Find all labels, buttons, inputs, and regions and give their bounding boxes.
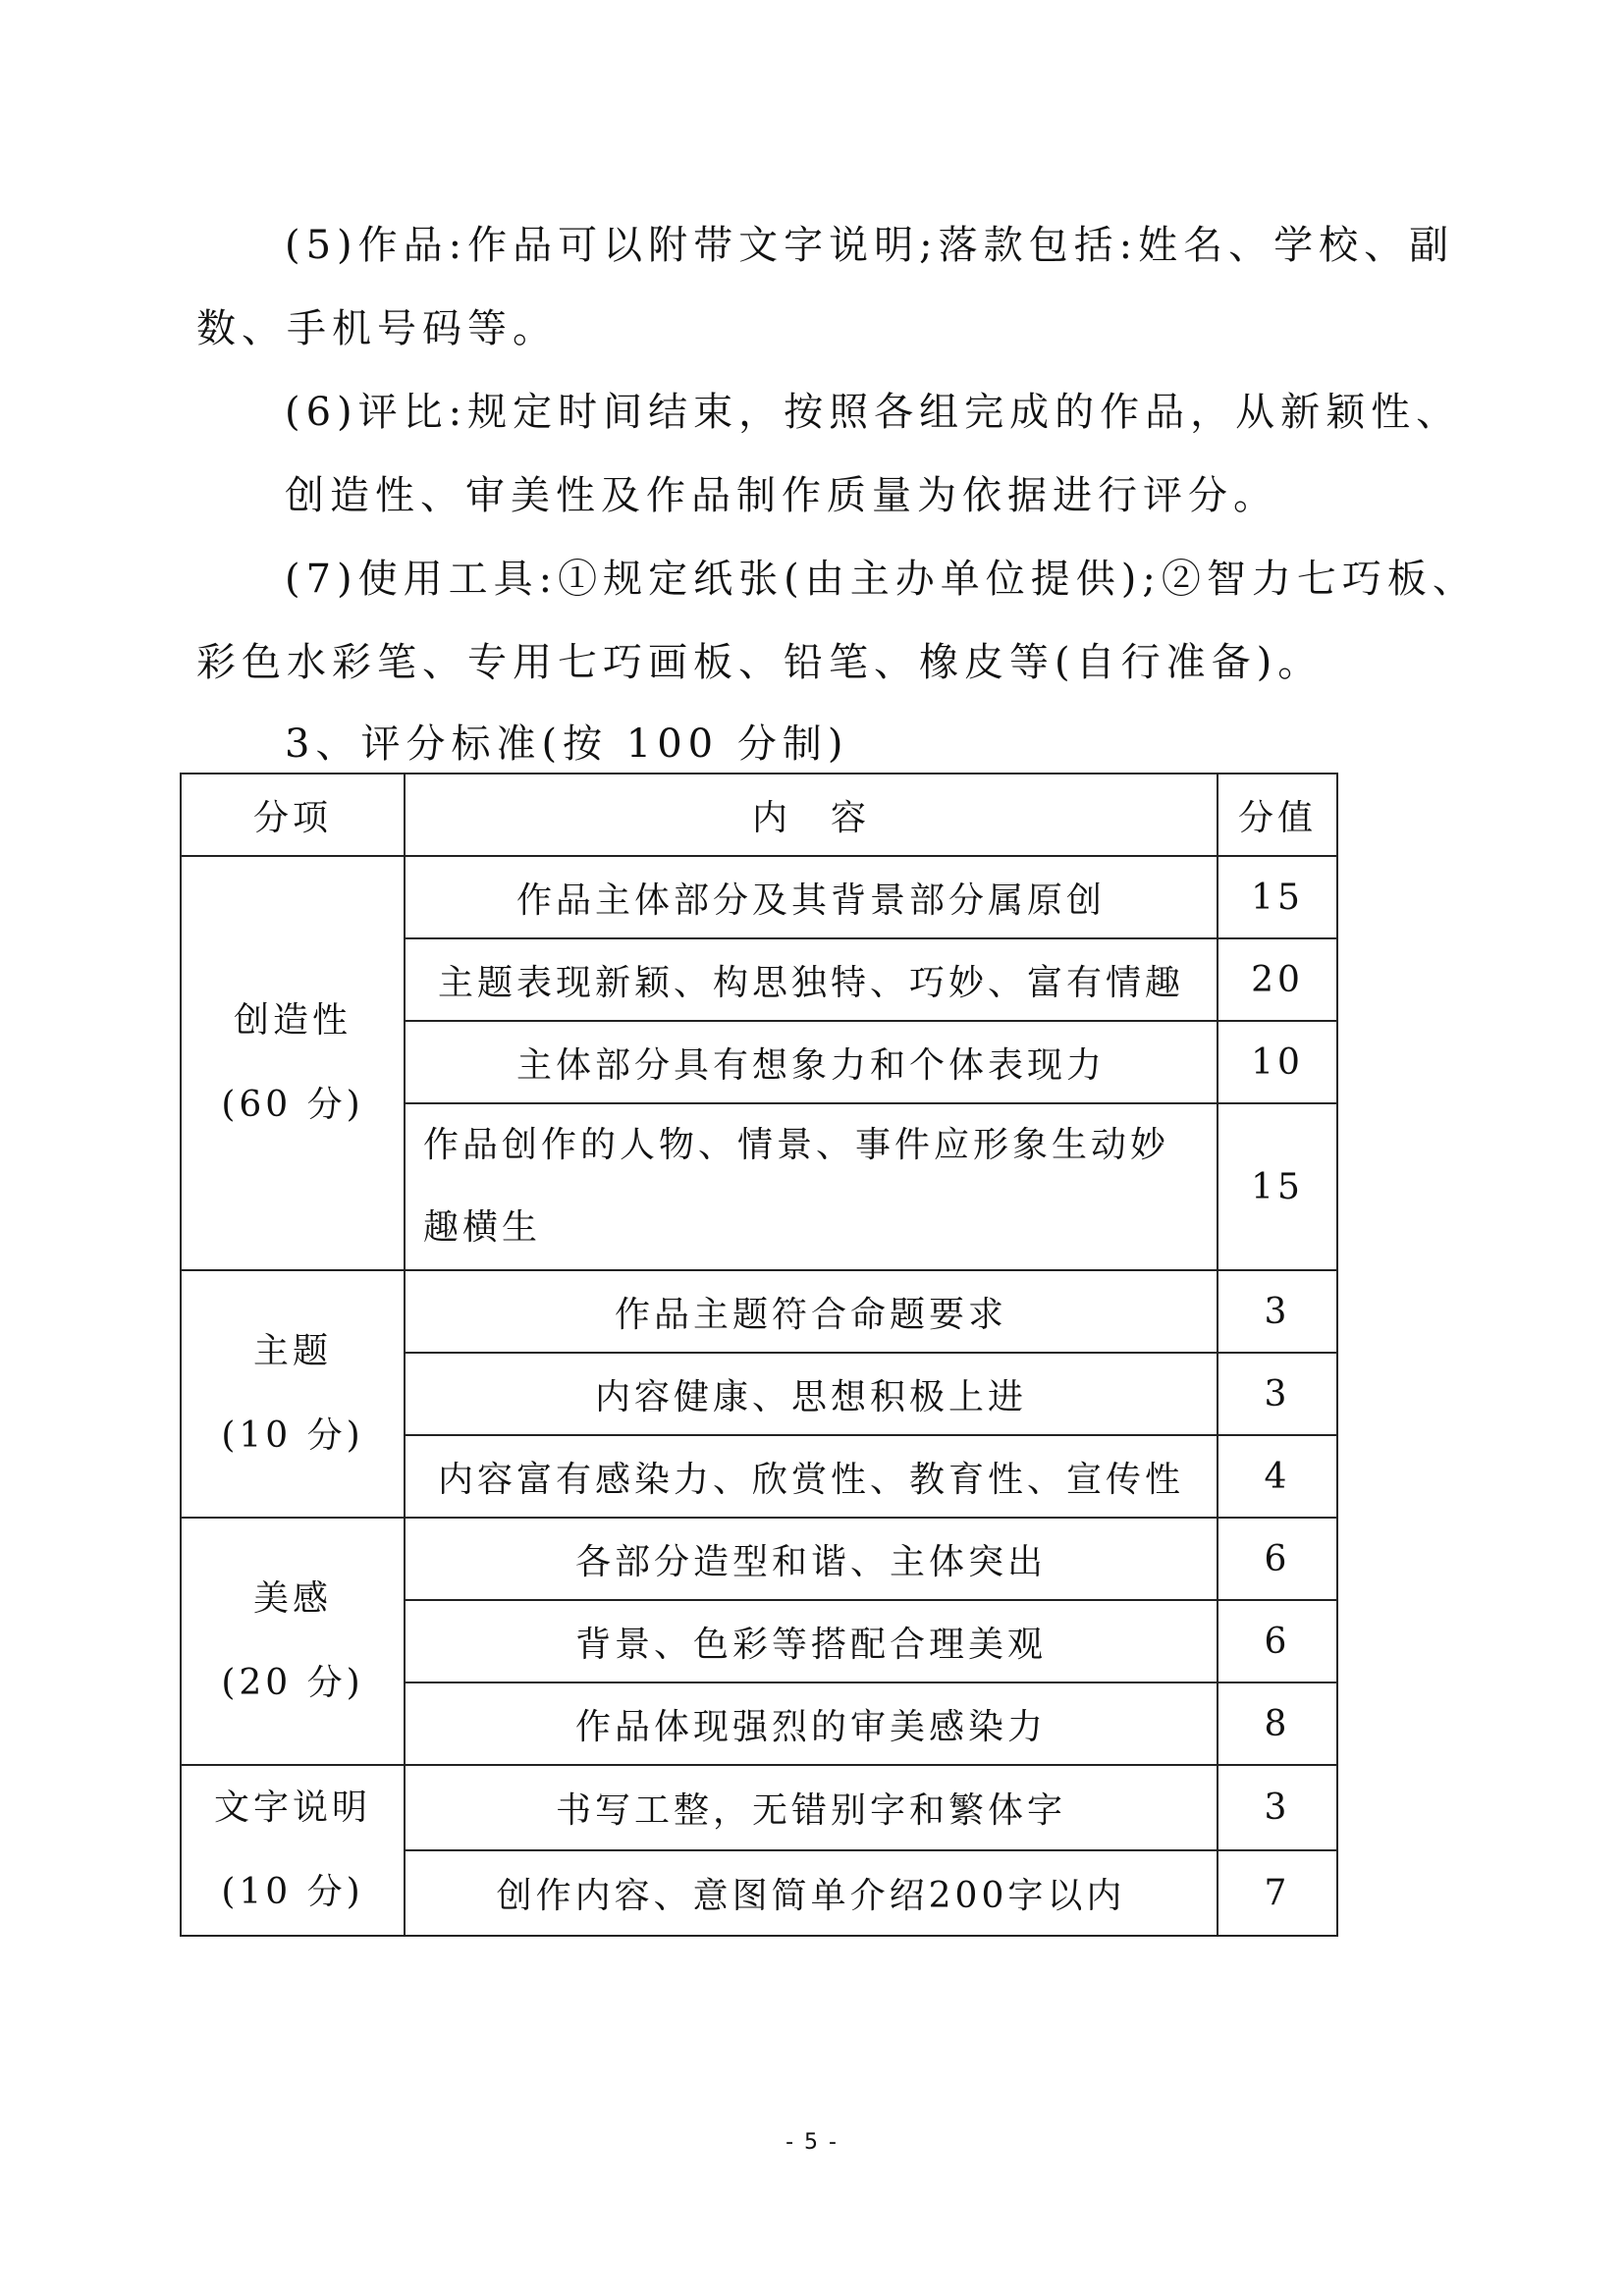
- category-points: (60 分): [221, 1085, 364, 1125]
- table-row: [181, 1270, 1337, 1353]
- paragraph-6-line-1: (6)评比:规定时间结束，按照各组完成的作品，从新颖性、: [285, 390, 1462, 435]
- category-name: 文字说明: [213, 1788, 371, 1828]
- score-cell: 10: [1218, 1021, 1337, 1103]
- scoring-table: [180, 773, 1338, 1937]
- category-cell: [181, 1765, 405, 1936]
- category-cell: [181, 856, 405, 1270]
- score-cell: 3: [1218, 1765, 1337, 1850]
- paragraph-7-line-1: (7)使用工具:①规定纸张(由主办单位提供);②智力七巧板、: [285, 557, 1478, 602]
- section-heading-scoring: 3、评分标准(按 100 分制): [285, 721, 849, 767]
- category-points: (10 分): [221, 1872, 364, 1912]
- criterion-cell: 内容健康、思想积极上进: [405, 1353, 1218, 1435]
- header-category: 分项: [181, 774, 405, 856]
- score-cell: 6: [1218, 1600, 1337, 1682]
- score-cell: 6: [1218, 1518, 1337, 1600]
- table-row: [181, 1518, 1337, 1600]
- criterion-cell: 作品体现强烈的审美感染力: [405, 1682, 1218, 1765]
- category-points: (10 分): [221, 1415, 364, 1456]
- page-number: - 5 -: [785, 2130, 839, 2155]
- criterion-cell: 创作内容、意图简单介绍200字以内: [405, 1850, 1218, 1936]
- category-cell: [181, 1270, 405, 1518]
- criterion-text: 作品创作的人物、情景、事件应形象生动妙趣横生: [423, 1125, 1170, 1248]
- score-cell: 8: [1218, 1682, 1337, 1765]
- table-row: [181, 856, 1337, 938]
- paragraph-5-line-1: (5)作品:作品可以附带文字说明;落款包括:姓名、学校、副: [285, 223, 1455, 268]
- criterion-cell: 主题表现新颖、构思独特、巧妙、富有情趣: [405, 938, 1218, 1021]
- score-cell: 15: [1218, 856, 1337, 938]
- score-cell: 20: [1218, 938, 1337, 1021]
- criterion-cell: 各部分造型和谐、主体突出: [405, 1518, 1218, 1600]
- criterion-cell: 作品主题符合命题要求: [405, 1270, 1218, 1353]
- category-points: (20 分): [221, 1663, 364, 1703]
- category-name: 美感: [252, 1578, 332, 1619]
- paragraph-5-line-2: 数、手机号码等。: [196, 306, 558, 351]
- criterion-cell: [405, 1103, 1218, 1270]
- score-cell: 15: [1218, 1103, 1337, 1270]
- paragraph-7-line-2: 彩色水彩笔、专用七巧画板、铅笔、橡皮等(自行准备)。: [196, 640, 1324, 685]
- criterion-cell: 书写工整，无错别字和繁体字: [405, 1765, 1218, 1850]
- category-name: 创造性: [233, 1000, 352, 1041]
- table-header-row: [181, 774, 1337, 856]
- header-content: 内 容: [405, 774, 1218, 856]
- table-row: [181, 1765, 1337, 1850]
- criterion-cell: 背景、色彩等搭配合理美观: [405, 1600, 1218, 1682]
- criterion-cell: 主体部分具有想象力和个体表现力: [405, 1021, 1218, 1103]
- header-score: 分值: [1218, 774, 1337, 856]
- score-cell: 4: [1218, 1435, 1337, 1518]
- score-cell: 3: [1218, 1353, 1337, 1435]
- category-cell: [181, 1518, 405, 1765]
- paragraph-6-line-2: 创造性、审美性及作品制作质量为依据进行评分。: [285, 473, 1278, 518]
- score-cell: 7: [1218, 1850, 1337, 1936]
- criterion-cell: 内容富有感染力、欣赏性、教育性、宣传性: [405, 1435, 1218, 1518]
- category-name: 主题: [252, 1331, 332, 1371]
- score-cell: 3: [1218, 1270, 1337, 1353]
- criterion-cell: 作品主体部分及其背景部分属原创: [405, 856, 1218, 938]
